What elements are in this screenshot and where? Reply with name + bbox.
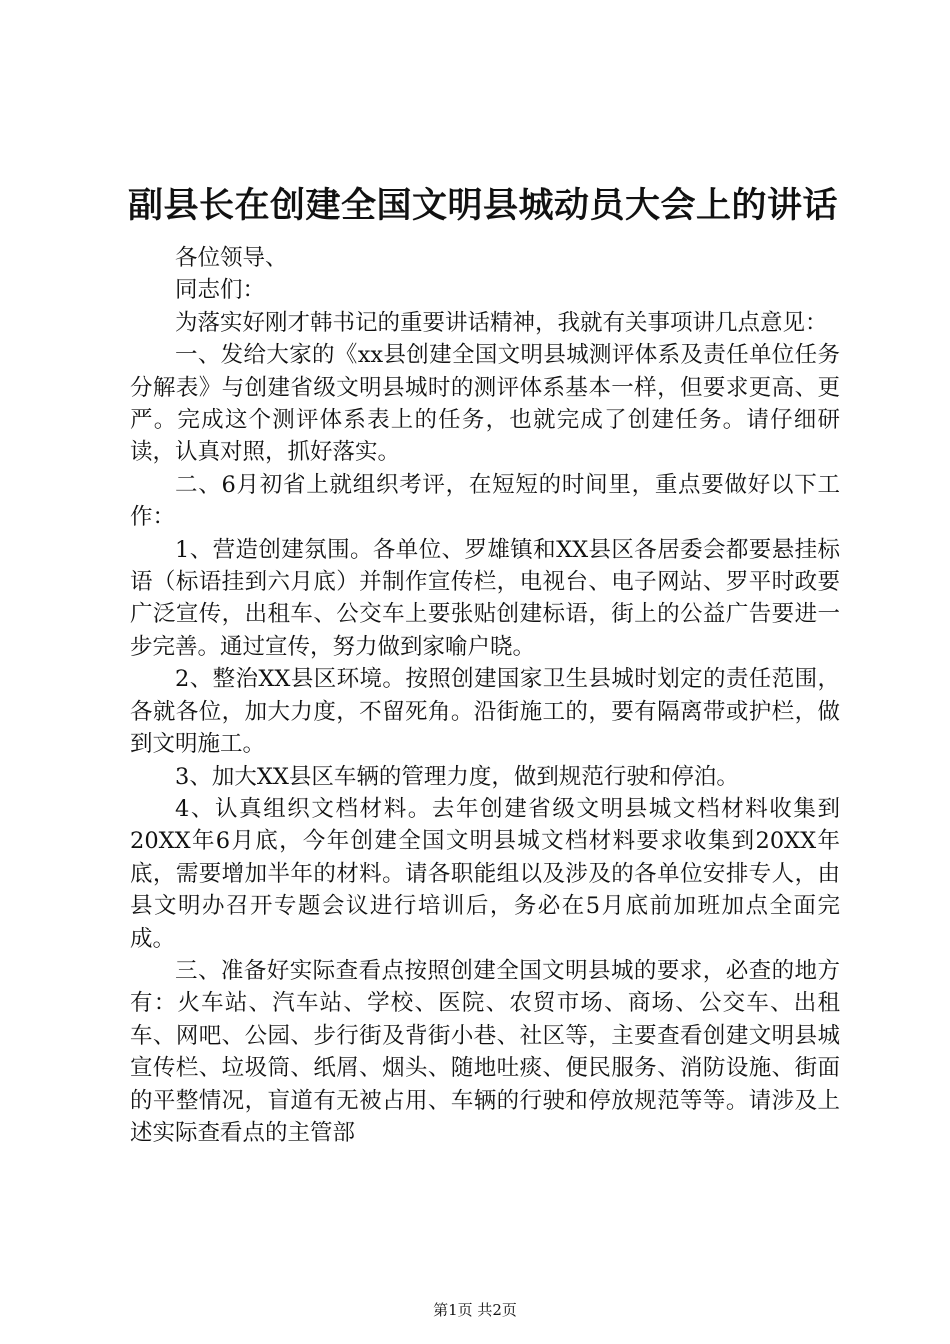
paragraph-section-2: 二、6月初省上就组织考评，在短短的时间里，重点要做好以下工作：	[130, 471, 840, 531]
paragraph-item-4: 4、认真组织文档材料。去年创建省级文明县城文档材料收集到20XX年6月底，今年创建全国文明县城文档材料要求收集到20XX年底，需要增加半年的材料。请各职能组以及涉及的各单位安排专人，由县文明办召开专题会议进行培训后，务必在5月底前加班加点全面完成。	[130, 795, 840, 952]
paragraph-item-3: 3、加大XX县区车辆的管理力度，做到规范行驶和停泊。	[175, 763, 739, 790]
page-footer: 第1页 共2页	[433, 1301, 517, 1319]
paragraph-item-2: 2、整治XX县区环境。按照创建国家卫生县城时划定的责任范围，各就各位，加大力度，不留死角。沿街施工的，要有隔离带或护栏，做到文明施工。	[130, 666, 840, 758]
paragraph-salutation-2: 同志们：	[175, 277, 266, 304]
document-body	[130, 242, 840, 1149]
paragraph-item-1: 1、营造创建氛围。各单位、罗雄镇和XX县区各居委会都要悬挂标语（标语挂到六月底）并制作宣传栏，电视台、电子网站、罗平时政要广泛宣传，出租车、公交车上要张贴创建标语，街上的公益广告要进一步完善。通过宣传，努力做到家喻户晓。	[130, 536, 840, 660]
paragraph-section-3: 三、准备好实际查看点按照创建全国文明县城的要求，必查的地方有：火车站、汽车站、学校、医院、农贸市场、商场、公交车、出租车、网吧、公园、步行街及背街小巷、社区等，主要查看创建文明县城宣传栏、垃圾筒、纸屑、烟头、随地吐痰、便民服务、消防设施、街面的平整情况，盲道有无被占用、车辆的行驶和停放规范等等。请涉及上述实际查看点的主管部	[130, 957, 840, 1146]
paragraph-section-1: 一、发给大家的《xx县创建全国文明县城测评体系及责任单位任务分解表》与创建省级文明县城时的测评体系基本一样，但要求更高、更严。完成这个测评体系表上的任务，也就完成了创建任务。请仔细研读，认真对照，抓好落实。	[130, 342, 840, 466]
paragraph-salutation-1: 各位领导、	[175, 245, 288, 271]
document-title: 副县长在创建全国文明县城动员大会上的讲话	[128, 185, 839, 226]
paragraph-intro: 为落实好刚才韩书记的重要讲话精神，我就有关事项讲几点意见：	[175, 309, 828, 336]
